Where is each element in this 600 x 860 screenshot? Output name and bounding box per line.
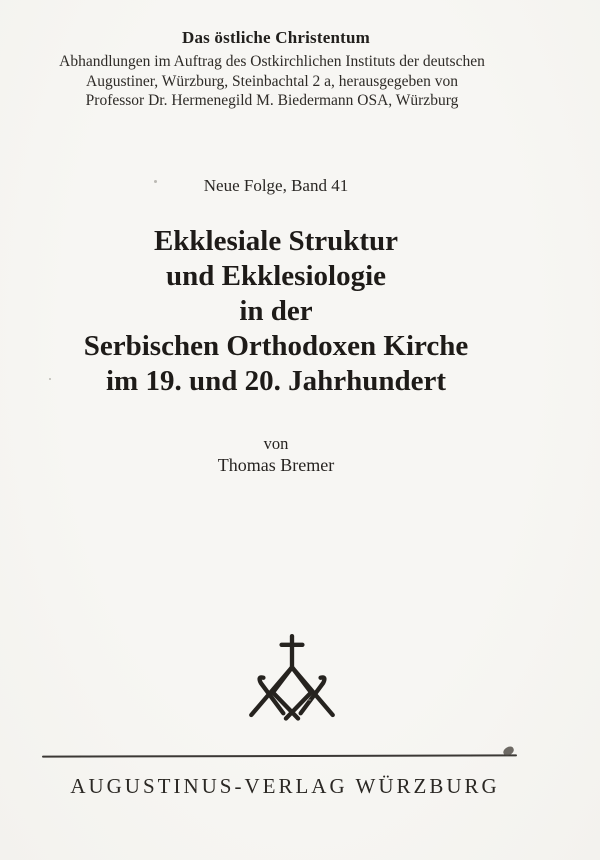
book-title-line: in der xyxy=(239,295,313,327)
book-title-line: Serbischen Orthodoxen Kirche xyxy=(83,330,469,362)
series-subtitle-line: Augustiner, Würzburg, Steinbachtal 2 a, herausgegeben von xyxy=(86,72,458,90)
scan-speck xyxy=(154,180,157,183)
scan-speck xyxy=(308,699,311,701)
series-title: Das östliche Christentum xyxy=(181,28,370,47)
divider-rule xyxy=(42,754,517,757)
publisher-name: AUGUSTINUS-VERLAG WÜRZBURG xyxy=(70,774,500,798)
book-title-line: Ekklesiale Struktur xyxy=(153,225,399,257)
book-title-line: und Ekklesiologie xyxy=(166,260,386,292)
author-name: Thomas Bremer xyxy=(217,455,335,475)
series-subtitle-line: Professor Dr. Hermenegild M. Biedermann OSA, Würzburg xyxy=(85,92,459,109)
byline-prefix: von xyxy=(263,434,289,453)
publisher-emblem-icon xyxy=(240,630,344,722)
series-volume: Neue Folge, Band 41 xyxy=(203,176,349,195)
series-subtitle-line: Abhandlungen im Auftrag des Ostkirchlichen Instituts der deutschen xyxy=(59,53,485,70)
series-subtitle xyxy=(0,52,544,111)
book-title-line: im 19. und 20. Jahrhundert xyxy=(105,365,446,397)
scan-speck xyxy=(49,378,51,380)
book-title xyxy=(0,224,552,399)
